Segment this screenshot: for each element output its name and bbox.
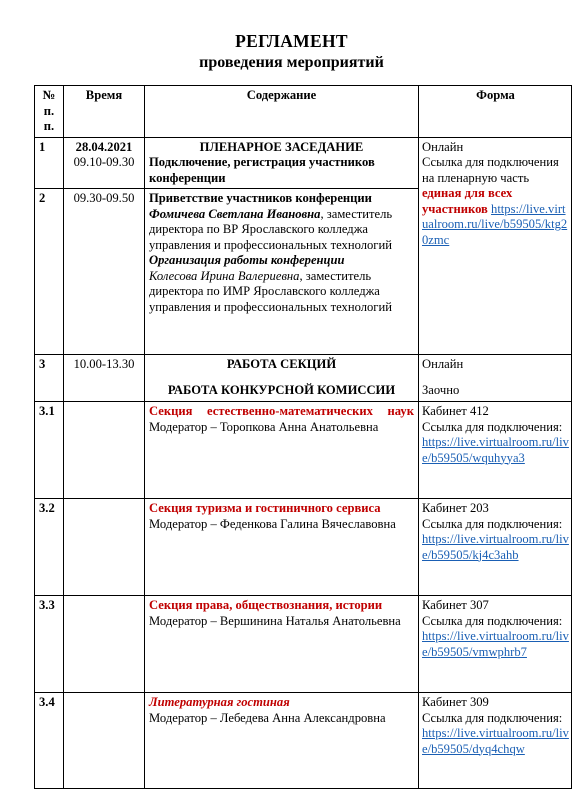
form-text: Ссылка для подключения на пленарную часть xyxy=(422,155,559,185)
section-room: Кабинет 203 xyxy=(422,501,489,515)
row-form xyxy=(419,402,572,499)
greeting-heading: Приветствие участников конференции xyxy=(149,191,372,205)
row-time xyxy=(64,596,145,693)
row-content xyxy=(145,137,419,189)
table-header-row xyxy=(35,86,572,138)
row-form xyxy=(419,499,572,596)
row-form xyxy=(419,693,572,789)
row-num: 1 xyxy=(35,137,64,189)
row-content xyxy=(145,402,419,499)
row-time xyxy=(64,693,145,789)
row-time xyxy=(64,499,145,596)
row-time-range: 09.10-09.30 xyxy=(73,155,135,169)
row-time: 10.00-13.30 xyxy=(64,355,145,402)
form-mode: Заочно xyxy=(422,382,460,397)
header-form: Форма xyxy=(419,86,572,138)
section-moderator: Модератор – Вершинина Наталья Анатольевна xyxy=(149,613,401,628)
section-title: Секция права, обществознания, истории xyxy=(149,598,383,612)
table-row xyxy=(35,402,572,499)
sections-heading: РАБОТА СЕКЦИЙ xyxy=(226,357,337,371)
row-num: 3.3 xyxy=(35,596,64,693)
header-content: Содержание xyxy=(145,86,419,138)
row-content xyxy=(145,693,419,789)
section-room: Кабинет 309 xyxy=(422,695,489,709)
row-form xyxy=(419,137,572,355)
page-subtitle: проведения мероприятий xyxy=(199,54,384,71)
registration-text: Подключение, регистрация участников конференции xyxy=(149,155,375,185)
form-mode: Онлайн xyxy=(422,139,464,154)
header-time: Время xyxy=(64,86,145,138)
row-content xyxy=(145,499,419,596)
plenary-link[interactable]: https://live.virtualroom.ru/live/b59505/ktg20zmc xyxy=(422,201,568,247)
plenary-heading: ПЛЕНАРНОЕ ЗАСЕДАНИЕ xyxy=(199,139,364,154)
row-content xyxy=(145,189,419,355)
section-room: Кабинет 412 xyxy=(422,404,489,418)
commission-heading: РАБОТА КОНКУРСНОЙ КОМИССИИ xyxy=(167,382,396,397)
row-num: 3.1 xyxy=(35,402,64,499)
row-num: 2 xyxy=(35,189,64,355)
form-note: единая для всех участников xyxy=(422,186,513,216)
section-room: Кабинет 307 xyxy=(422,598,489,612)
header-num: № п. п. xyxy=(35,86,64,138)
table-row xyxy=(35,355,572,402)
section-link[interactable]: https://live.virtualroom.ru/live/b59505/wquhyya3 xyxy=(422,435,569,465)
link-label: Ссылка для подключения: xyxy=(422,613,563,628)
table-row xyxy=(35,596,572,693)
row-form xyxy=(419,596,572,693)
section-title: Секция туризма и гостиничного сервиса xyxy=(149,501,381,515)
section-moderator: Модератор – Лебедева Анна Александровна xyxy=(149,710,386,725)
schedule-table xyxy=(34,85,572,789)
section-moderator: Модератор – Торопкова Анна Анатольевна xyxy=(149,419,379,434)
table-row xyxy=(35,693,572,789)
speaker-name: Колесова Ирина Валериевна xyxy=(149,268,300,283)
table-row xyxy=(35,499,572,596)
row-num: 3 xyxy=(35,355,64,402)
speaker-role: , заместитель директора по ВР Ярославского колледжа управления и профессиональных технологий xyxy=(149,206,393,252)
link-label: Ссылка для подключения: xyxy=(422,710,563,725)
section-link[interactable]: https://live.virtualroom.ru/live/b59505/vmwphrb7 xyxy=(422,629,569,659)
row-num: 3.2 xyxy=(35,499,64,596)
link-label: Ссылка для подключения: xyxy=(422,419,563,434)
row-content xyxy=(145,355,419,402)
section-title: Секция естественно-математических наук xyxy=(149,404,414,418)
row-num: 3.4 xyxy=(35,693,64,789)
speaker-name: Фомичева Светлана Ивановна xyxy=(149,206,321,221)
organization-heading: Организация работы конференции xyxy=(149,253,345,267)
row-time xyxy=(64,137,145,189)
page-title: РЕГЛАМЕНТ xyxy=(235,31,348,51)
section-title: Литературная гостиная xyxy=(149,695,290,709)
table-row xyxy=(35,137,572,189)
link-label: Ссылка для подключения: xyxy=(422,516,563,531)
section-moderator: Модератор – Феденкова Галина Вячеславовна xyxy=(149,516,396,531)
speaker-role: , заместитель директора по ИМР Ярославского колледжа управления и профессиональных технологий xyxy=(149,268,392,314)
row-form xyxy=(419,355,572,402)
section-link[interactable]: https://live.virtualroom.ru/live/b59505/dyq4chqw xyxy=(422,726,569,756)
row-time xyxy=(64,402,145,499)
row-date: 28.04.2021 xyxy=(75,139,133,154)
form-mode: Онлайн xyxy=(422,357,464,371)
row-time: 09.30-09.50 xyxy=(64,189,145,355)
row-content xyxy=(145,596,419,693)
section-link[interactable]: https://live.virtualroom.ru/live/b59505/kj4c3ahb xyxy=(422,532,569,562)
